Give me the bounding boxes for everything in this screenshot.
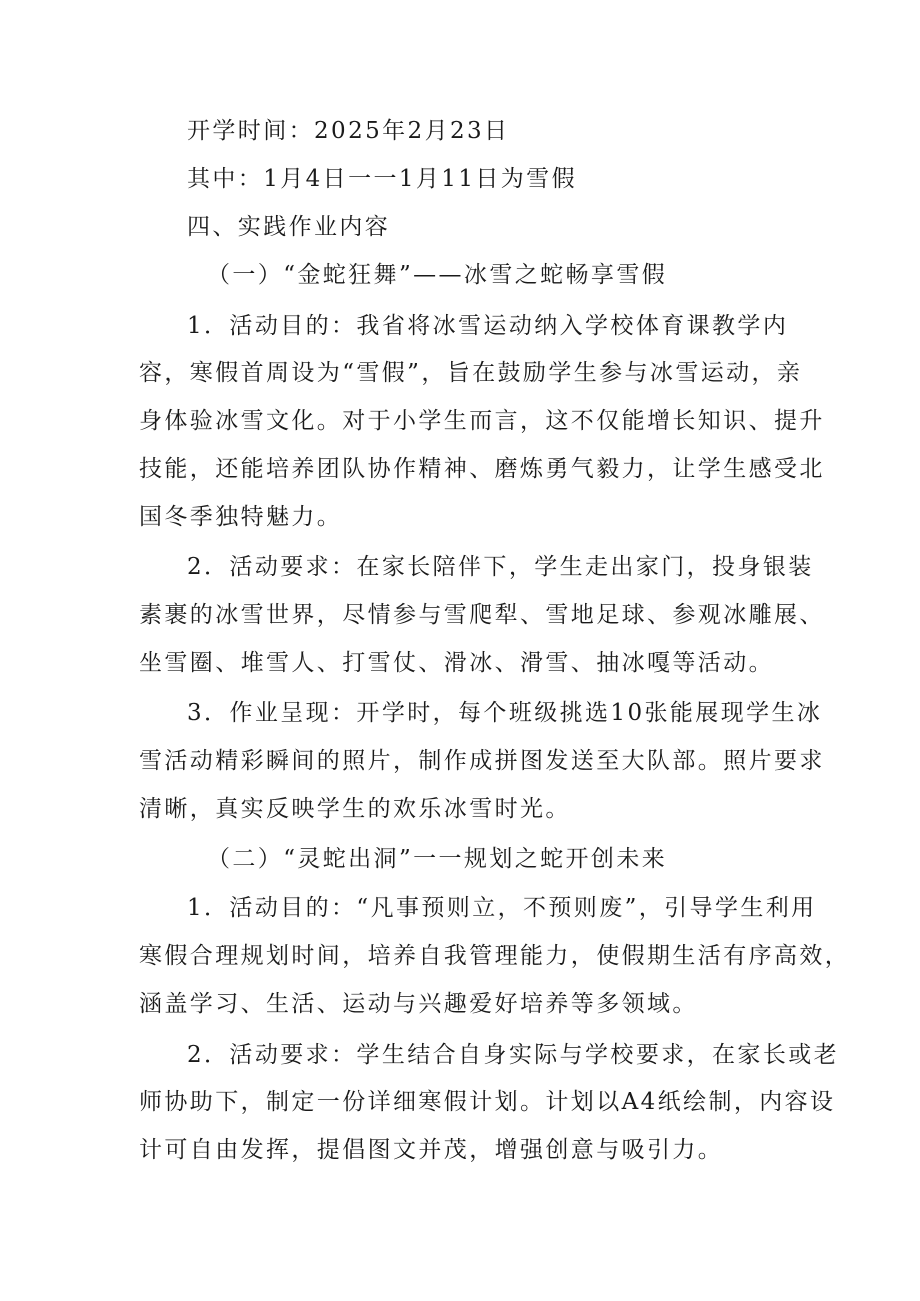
paragraph-line: 计可自由发挥，提倡图文并茂，增强创意与吸引力。 (139, 1137, 724, 1163)
paragraph-line: 寒假合理规划时间，培养自我管理能力，使假期生活有序高效， (139, 943, 851, 969)
paragraph-line: 师协助下，制定一份详细寒假计划。计划以A4纸绘制，内容设 (139, 1089, 836, 1115)
paragraph-line: 涵盖学习、生活、运动与兴趣爱好培养等多领域。 (139, 991, 698, 1017)
paragraph-line: 国冬季独特魅力。 (139, 504, 343, 530)
subsection-heading-2: （二）“灵蛇出洞”一一规划之蛇开创未来 (207, 846, 668, 872)
paragraph-line: 技能，还能培养团队协作精神、磨炼勇气毅力，让学生感受北 (139, 456, 825, 482)
paragraph-line: 清晰，真实反映学生的欢乐冰雪时光。 (139, 796, 571, 822)
paragraph-line: 2．活动要求：在家长陪伴下，学生走出家门，投身银装 (187, 554, 814, 580)
paragraph-line: 坐雪圈、堆雪人、打雪仗、滑冰、滑雪、抽冰嘎等活动。 (139, 650, 774, 676)
paragraph-line: 身体验冰雪文化。对于小学生而言，这不仅能增长知识、提升 (139, 408, 825, 434)
paragraph-line: 1．活动目的：“凡事预则立，不预则废”，引导学生利用 (187, 895, 817, 921)
paragraph-line: 素裹的冰雪世界，尽情参与雪爬犁、雪地足球、参观冰雕展、 (139, 602, 825, 628)
paragraph-line: 容，寒假首周设为“雪假”，旨在鼓励学生参与冰雪运动，亲 (139, 360, 803, 386)
paragraph-line: 3．作业呈现：开学时，每个班级挑选10张能展现学生冰 (187, 700, 823, 726)
subsection-heading-1: （一）“金蛇狂舞”——冰雪之蛇畅享雪假 (207, 262, 668, 288)
paragraph-line: 雪活动精彩瞬间的照片，制作成拼图发送至大队部。照片要求 (139, 748, 825, 774)
paragraph-line: 2．活动要求：学生结合自身实际与学校要求，在家长或老 (187, 1042, 840, 1068)
snow-holiday-line: 其中：1月4日一一1月11日为雪假 (187, 166, 577, 192)
opening-date-line: 开学时间：2025年2月23日 (187, 118, 510, 144)
paragraph-line: 1．活动目的：我省将冰雪运动纳入学校体育课教学内 (187, 313, 789, 339)
section-heading: 四、实践作业内容 (187, 214, 391, 240)
